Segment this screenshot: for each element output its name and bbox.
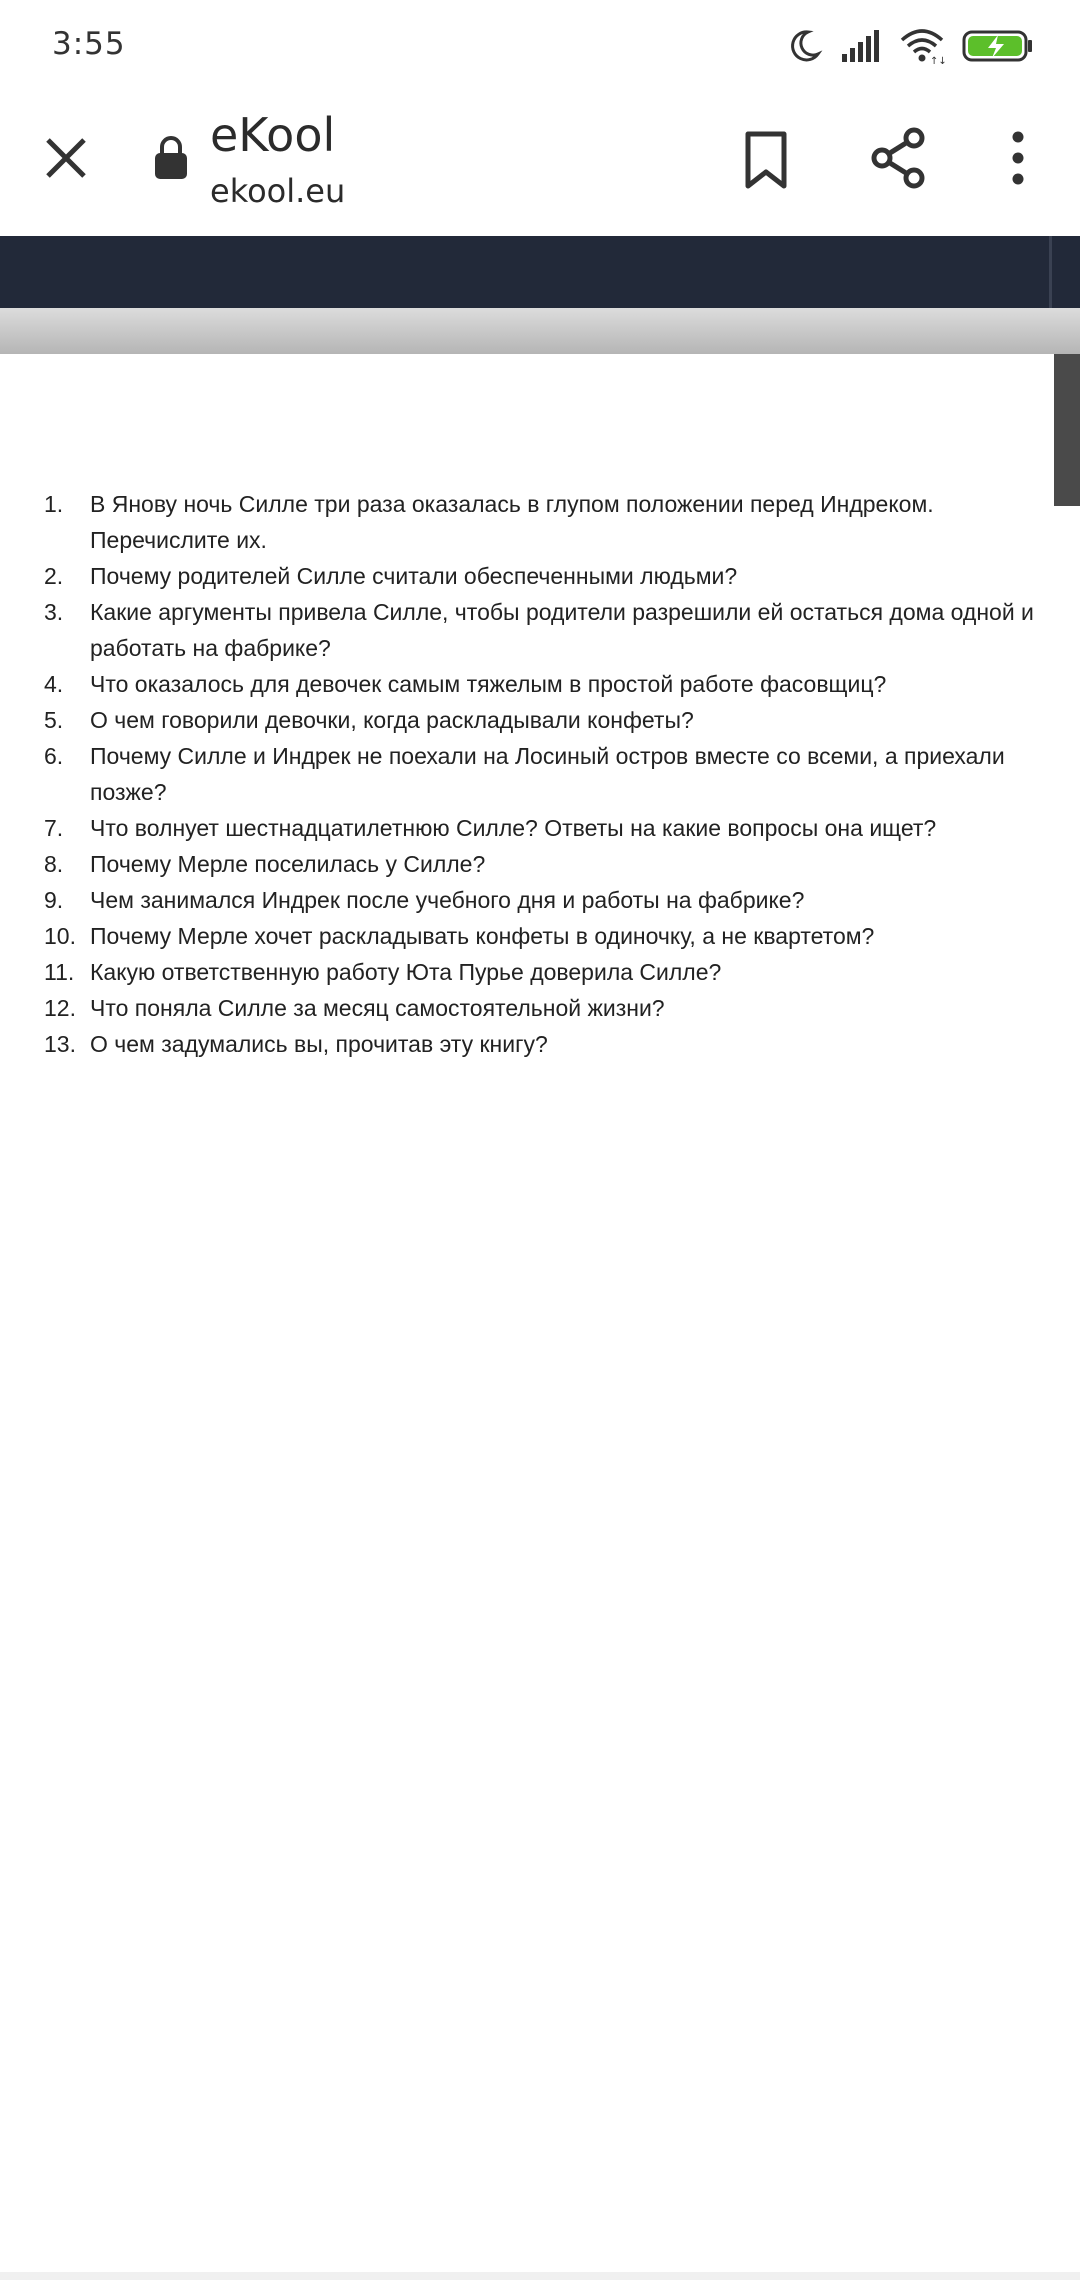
question-number: 3. xyxy=(44,599,64,625)
battery-charging-icon xyxy=(962,29,1034,63)
status-icons xyxy=(786,22,1034,70)
question-number: 1. xyxy=(44,491,64,517)
list-item xyxy=(44,846,1064,882)
list-item xyxy=(44,918,1064,954)
list-item xyxy=(44,486,1064,558)
question-number: 10. xyxy=(44,923,76,949)
more-options-button[interactable] xyxy=(1000,128,1036,188)
list-item xyxy=(44,666,1064,702)
browser-toolbar xyxy=(0,92,1080,236)
share-icon xyxy=(866,126,930,190)
questions-list xyxy=(44,486,1064,1062)
question-text: Что поняла Силле за месяц самостоятельной жизни? xyxy=(90,995,665,1021)
question-number: 2. xyxy=(44,563,64,589)
question-text: Почему Мерле поселилась у Силле? xyxy=(90,851,486,877)
question-text: Что оказалось для девочек самым тяжелым в простой работе фасовщиц? xyxy=(90,671,887,697)
question-number: 13. xyxy=(44,1031,76,1057)
bookmark-button[interactable] xyxy=(738,130,794,190)
close-button[interactable] xyxy=(38,130,94,186)
site-title: eKool xyxy=(210,108,336,162)
close-icon xyxy=(38,130,94,186)
question-text: Почему Мерле хочет раскладывать конфеты в одиночку, а не квартетом? xyxy=(90,923,875,949)
question-text: О чем задумались вы, прочитав эту книгу? xyxy=(90,1031,548,1057)
list-item xyxy=(44,1026,1064,1062)
image-top-edge xyxy=(0,308,1080,354)
question-text: В Янову ночь Силле три раза оказалась в глупом положении перед Индреком. Перечислите их. xyxy=(90,491,934,553)
question-text: Почему Силле и Индрек не поехали на Лосиный остров вместе со всеми, а приехали позже? xyxy=(90,743,1005,805)
signal-icon xyxy=(840,30,882,62)
question-text: Что волнует шестнадцатилетнюю Силле? Ответы на какие вопросы она ищет? xyxy=(90,815,937,841)
question-number: 9. xyxy=(44,887,64,913)
list-item xyxy=(44,738,1064,810)
question-text: Какие аргументы привела Силле, чтобы родители разрешили ей остаться дома одной и работать на фабрике? xyxy=(90,599,1034,661)
question-number: 8. xyxy=(44,851,64,877)
question-text: Чем занимался Индрек после учебного дня и работы на фабрике? xyxy=(90,887,805,913)
question-text: Почему родителей Силле считали обеспеченными людьми? xyxy=(90,563,738,589)
wifi-icon xyxy=(900,28,947,67)
status-bar xyxy=(0,0,1080,92)
question-number: 6. xyxy=(44,743,64,769)
question-number: 5. xyxy=(44,707,64,733)
bookmark-icon xyxy=(738,130,794,190)
question-number: 4. xyxy=(44,671,64,697)
list-item xyxy=(44,702,1064,738)
status-time: 3:55 xyxy=(52,26,126,62)
bottom-edge xyxy=(0,2272,1080,2280)
question-text: Какую ответственную работу Юта Пурье доверила Силле? xyxy=(90,959,722,985)
share-button[interactable] xyxy=(866,126,930,190)
question-number: 7. xyxy=(44,815,64,841)
document-image xyxy=(0,354,1054,2280)
header-divider xyxy=(1049,236,1052,308)
list-item xyxy=(44,810,1064,846)
lock-icon xyxy=(154,134,188,180)
more-icon xyxy=(1000,128,1036,188)
question-number: 11. xyxy=(44,959,75,985)
list-item xyxy=(44,954,1064,990)
site-url[interactable]: ekool.eu xyxy=(210,172,346,210)
list-item xyxy=(44,594,1064,666)
moon-icon xyxy=(786,28,822,64)
page-header-bar xyxy=(0,236,1080,308)
list-item xyxy=(44,990,1064,1026)
svg-text:↑↓: ↑↓ xyxy=(930,56,947,67)
scrollbar-thumb[interactable] xyxy=(1054,354,1080,506)
question-number: 12. xyxy=(44,995,76,1021)
list-item xyxy=(44,882,1064,918)
list-item xyxy=(44,558,1064,594)
question-text: О чем говорили девочки, когда раскладывали конфеты? xyxy=(90,707,694,733)
